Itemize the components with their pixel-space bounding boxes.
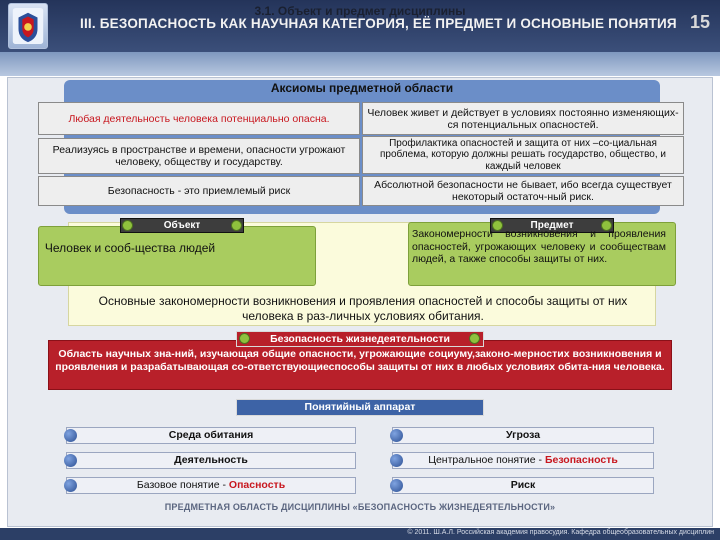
bullet-circle-icon <box>390 454 403 467</box>
life-safety-label <box>236 331 484 347</box>
concept-right-2 <box>392 452 654 469</box>
bullet-dot-icon <box>122 220 133 231</box>
bullet-dot-icon <box>231 220 242 231</box>
subject-text: Закономерности возникновения и проявления опасностей, угрожающих человеку и сообществам людей, а также способы защиты от них. <box>412 228 666 265</box>
concept-right-1 <box>392 427 654 444</box>
object-box <box>38 226 316 286</box>
axioms-title: Аксиомы предметной области <box>270 81 454 95</box>
concept-left-3 <box>66 477 356 494</box>
concept-left-2 <box>66 452 356 469</box>
concept-highlight: Опасность <box>228 479 286 491</box>
concept-right-3 <box>392 477 654 494</box>
concept-text: Деятельность <box>174 454 248 466</box>
subtitle-bar <box>0 52 720 76</box>
bullet-circle-icon <box>390 429 403 442</box>
axiom-left-3: Безопасность - это приемлемый риск <box>38 176 360 206</box>
axiom-right-3: Абсолютной безопасности не бывает, ибо всегда существует некоторый остаточ-ный риск. <box>362 176 684 206</box>
bullet-circle-icon <box>64 429 77 442</box>
page-title: III. БЕЗОПАСНОСТЬ КАК НАУЧНАЯ КАТЕГОРИЯ, ЕЁ ПРЕДМЕТ И ОСНОВНЫЕ ПОНЯТИЯ <box>80 16 677 31</box>
main-laws-text: Основные закономерности возникновения и проявления опасностей и способы защиты от них человека в раз-личных условиях обитания. <box>98 294 628 323</box>
slide-number: 15 <box>689 12 710 32</box>
life-safety-label-text: Безопасность жизнедеятельности <box>270 333 450 345</box>
concept-text: Риск <box>510 479 536 491</box>
bullet-circle-icon <box>64 454 77 467</box>
concept-text: Угроза <box>505 429 541 441</box>
subject-label-text: Предмет <box>530 220 574 231</box>
concept-prefix: Базовое понятие - <box>136 479 229 491</box>
object-label <box>120 218 244 233</box>
axiom-left-1: Любая деятельность человека потенциально опасна. <box>38 102 360 135</box>
section-subtitle: 3.1. Объект и предмет дисциплины <box>254 4 466 18</box>
footer-copyright: © 2011. Ш.А.Л. Российская академия правосудия. Кафедра общеобразовательных дисциплин <box>407 529 714 536</box>
axiom-right-1: Человек живет и действует в условиях постоянно изменяющих-ся потенциальных опасностей. <box>362 102 684 135</box>
bullet-dot-icon <box>239 333 250 344</box>
bullet-dot-icon <box>469 333 480 344</box>
bullet-circle-icon <box>390 479 403 492</box>
concept-text: Среда обитания <box>168 429 254 441</box>
life-safety-definition: Область научных зна-ний, изучающая общие опасности, угрожающие социуму,законо-мерностих возникновения и проявления и разрабатывающая со-ответствующиеспособы защиты от них в любых условиях обита-ния человека. <box>55 348 665 373</box>
bullet-circle-icon <box>64 479 77 492</box>
axiom-left-2: Реализуясь в пространстве и времени, опасности угрожают человеку, обществу и государству. <box>38 138 360 174</box>
object-text: Человек и сооб-щества людей <box>44 241 216 255</box>
axiom-right-2: Профилактика опасностей и защита от них –со-циальная проблема, которую должны решать государство, общество, и каждый человек <box>362 136 684 174</box>
concept-left-1 <box>66 427 356 444</box>
concepts-label: Понятийный аппарат <box>236 399 484 416</box>
object-label-text: Объект <box>163 220 201 231</box>
concept-highlight: Безопасность <box>544 454 618 466</box>
subject-area-title: ПРЕДМЕТНАЯ ОБЛАСТЬ ДИСЦИПЛИНЫ «БЕЗОПАСНОСТЬ ЖИЗНЕДЕЯТЕЛЬНОСТИ» <box>164 502 556 512</box>
concept-prefix: Центральное понятие - <box>428 454 545 466</box>
